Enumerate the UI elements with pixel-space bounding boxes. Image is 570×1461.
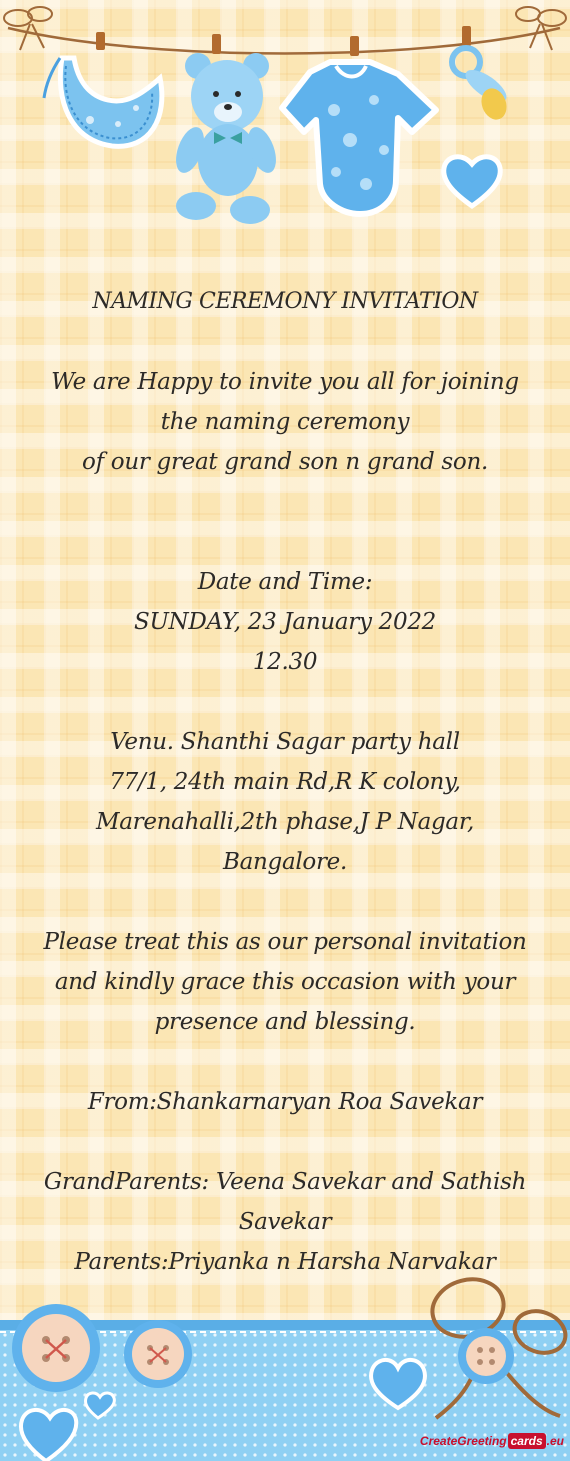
watermark-part: .eu <box>546 1434 564 1448</box>
closing-line: presence and blessing. <box>154 1009 416 1035</box>
intro-line: of our great grand son n grand son. <box>82 449 488 475</box>
venue-line: 77/1, 24th main Rd,R K colony, <box>109 769 461 795</box>
intro-line: We are Happy to invite you all for joining <box>51 369 519 395</box>
button-icon <box>12 1304 100 1392</box>
pacifier-icon <box>452 26 511 123</box>
spacer <box>20 482 550 562</box>
watermark-part: cards <box>508 1433 546 1449</box>
watermark-part: CreateGreeting <box>419 1434 507 1448</box>
top-decoration <box>0 0 570 240</box>
spacer <box>20 1042 550 1082</box>
bodysuit-icon <box>282 36 436 214</box>
from-line: From:Shankarnaryan Roa Savekar <box>87 1089 483 1115</box>
invitation-title: NAMING CEREMONY INVITATION <box>92 289 478 314</box>
datetime-heading: Date and Time: <box>197 569 373 595</box>
teddy-bear-icon <box>171 34 282 224</box>
intro-line: the naming ceremony <box>160 409 410 435</box>
time-line: 12.30 <box>252 649 318 675</box>
closing-line: Please treat this as our personal invitation <box>43 929 527 955</box>
button-icon <box>458 1328 514 1384</box>
button-icon <box>124 1320 192 1388</box>
closing-line: and kindly grace this occasion with your <box>54 969 516 995</box>
family-line: Savekar <box>238 1209 332 1235</box>
spacer <box>20 1122 550 1162</box>
spacer <box>20 682 550 722</box>
heart-icon <box>444 157 501 206</box>
venue-line: Venu. Shanthi Sagar party hall <box>110 729 460 755</box>
invitation-text <box>20 282 550 1282</box>
spacer <box>20 882 550 922</box>
date-line: SUNDAY, 23 January 2022 <box>133 609 436 635</box>
family-line: Parents:Priyanka n Harsha Narvakar <box>74 1249 496 1275</box>
spacer <box>20 322 550 362</box>
family-line: GrandParents: Veena Savekar and Sathish <box>43 1169 527 1195</box>
venue-line: Marenahalli,2th phase,J P Nagar, <box>95 809 475 835</box>
watermark-logo[interactable] <box>420 1433 564 1449</box>
venue-line: Bangalore. <box>223 849 347 875</box>
